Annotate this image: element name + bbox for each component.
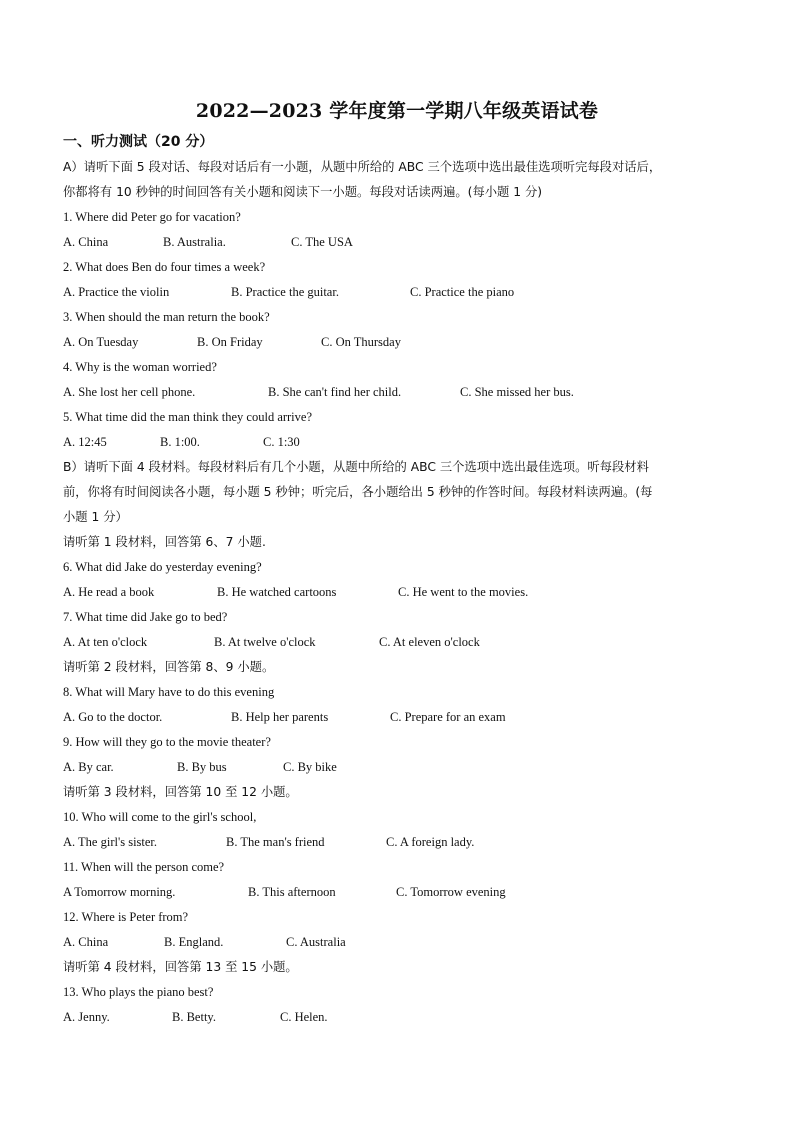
option-a: A. She lost her cell phone. xyxy=(63,385,196,399)
option-a: A. 12:45 xyxy=(63,435,107,449)
question-1: 1. Where did Peter go for vacation? xyxy=(63,210,241,224)
option-c: C. Prepare for an exam xyxy=(390,710,506,724)
question-9: 9. How will they go to the movie theater? xyxy=(63,735,271,749)
option-b: B. Betty. xyxy=(172,1010,216,1024)
option-b: B. Help her parents xyxy=(231,710,329,724)
options-2 xyxy=(63,280,733,305)
option-a: A. The girl's sister. xyxy=(63,835,158,849)
question-8: 8. What will Mary have to do this evening xyxy=(63,685,275,699)
options-13 xyxy=(63,1005,733,1030)
option-a: A. Practice the violin xyxy=(63,285,170,299)
option-c: C. On Thursday xyxy=(321,335,401,349)
option-a: A. At ten o'clock xyxy=(63,635,148,649)
question-3: 3. When should the man return the book? xyxy=(63,310,270,324)
option-b: B. On Friday xyxy=(197,335,263,349)
part-a-instruction-line1: A）请听下面 5 段对话、每段对话后有一小题，从题中所给的 ABC 三个选项中选出最佳选项听完每段对话后， xyxy=(63,160,662,174)
option-b: B. By bus xyxy=(177,760,227,774)
part-b-instruction-line3: 小题 1 分） xyxy=(63,510,128,524)
option-c: C. The USA xyxy=(291,235,353,249)
option-a: A. Jenny. xyxy=(63,1010,110,1024)
option-c: C. Tomorrow evening xyxy=(396,885,506,899)
material-note-3: 请听第 3 段材料，回答第 10 至 12 小题。 xyxy=(63,785,298,799)
option-b: B. England. xyxy=(164,935,224,949)
question-2: 2. What does Ben do four times a week? xyxy=(63,260,266,274)
part-b-instruction-line2: 前，你将有时间阅读各小题，每小题 5 秒钟；听完后，各小题给出 5 秒钟的作答时间。每段材料读两遍。(每 xyxy=(63,485,653,499)
material-note-2: 请听第 2 段材料，回答第 8、9 小题。 xyxy=(63,660,275,674)
option-a: A. China xyxy=(63,935,109,949)
option-a: A. On Tuesday xyxy=(63,335,139,349)
option-c: C. By bike xyxy=(283,760,337,774)
exam-title: 2022—2023 学年度第一学期八年级英语试卷 xyxy=(195,100,599,122)
option-b: B. Practice the guitar. xyxy=(231,285,339,299)
options-1 xyxy=(63,230,733,255)
question-5: 5. What time did the man think they could arrive? xyxy=(63,410,313,424)
listening-section xyxy=(63,155,733,1030)
question-11: 11. When will the person come? xyxy=(63,860,225,874)
material-note-1: 请听第 1 段材料，回答第 6、7 小题. xyxy=(63,535,266,549)
option-b: B. He watched cartoons xyxy=(217,585,337,599)
option-c: C. At eleven o'clock xyxy=(379,635,480,649)
options-12 xyxy=(63,930,733,955)
option-c: C. Australia xyxy=(286,935,346,949)
option-b: B. At twelve o'clock xyxy=(214,635,316,649)
question-13: 13. Who plays the piano best? xyxy=(63,985,214,999)
option-b: B. Australia. xyxy=(163,235,226,249)
question-12: 12. Where is Peter from? xyxy=(63,910,189,924)
option-c: C. Helen. xyxy=(280,1010,328,1024)
question-10: 10. Who will come to the girl's school, xyxy=(63,810,257,824)
option-b: B. She can't find her child. xyxy=(268,385,402,399)
part-a-instruction-line2: 你都将有 10 秒钟的时间回答有关小题和阅读下一小题。每段对话读两遍。(每小题 1 分) xyxy=(63,185,543,199)
option-c: C. Practice the piano xyxy=(410,285,515,299)
options-8 xyxy=(63,705,733,730)
option-c: C. He went to the movies. xyxy=(398,585,529,599)
option-c: C. 1:30 xyxy=(263,435,300,449)
option-a: A. Go to the doctor. xyxy=(63,710,163,724)
option-a: A. By car. xyxy=(63,760,114,774)
options-5 xyxy=(63,430,733,455)
option-a: A. He read a book xyxy=(63,585,155,599)
part-b-instruction-line1: B）请听下面 4 段材料。每段材料后有几个小题，从题中所给的 ABC 三个选项中选出最佳选项。听每段材料 xyxy=(63,460,649,474)
question-7: 7. What time did Jake go to bed? xyxy=(63,610,228,624)
section-heading: 一、听力测试（20 分） xyxy=(63,134,214,150)
material-note-4: 请听第 4 段材料，回答第 13 至 15 小题。 xyxy=(63,960,298,974)
options-7 xyxy=(63,630,733,655)
options-11 xyxy=(63,880,733,905)
options-9 xyxy=(63,755,733,780)
options-6 xyxy=(63,580,733,605)
question-4: 4. Why is the woman worried? xyxy=(63,360,217,374)
option-b: B. This afternoon xyxy=(248,885,336,899)
option-c: C. She missed her bus. xyxy=(460,385,574,399)
option-c: C. A foreign lady. xyxy=(386,835,475,849)
option-a: A Tomorrow morning. xyxy=(63,885,176,899)
options-10 xyxy=(63,830,733,855)
question-6: 6. What did Jake do yesterday evening? xyxy=(63,560,262,574)
options-4 xyxy=(63,380,733,405)
options-3 xyxy=(63,330,733,355)
option-a: A. China xyxy=(63,235,109,249)
option-b: B. 1:00. xyxy=(160,435,200,449)
option-b: B. The man's friend xyxy=(226,835,325,849)
